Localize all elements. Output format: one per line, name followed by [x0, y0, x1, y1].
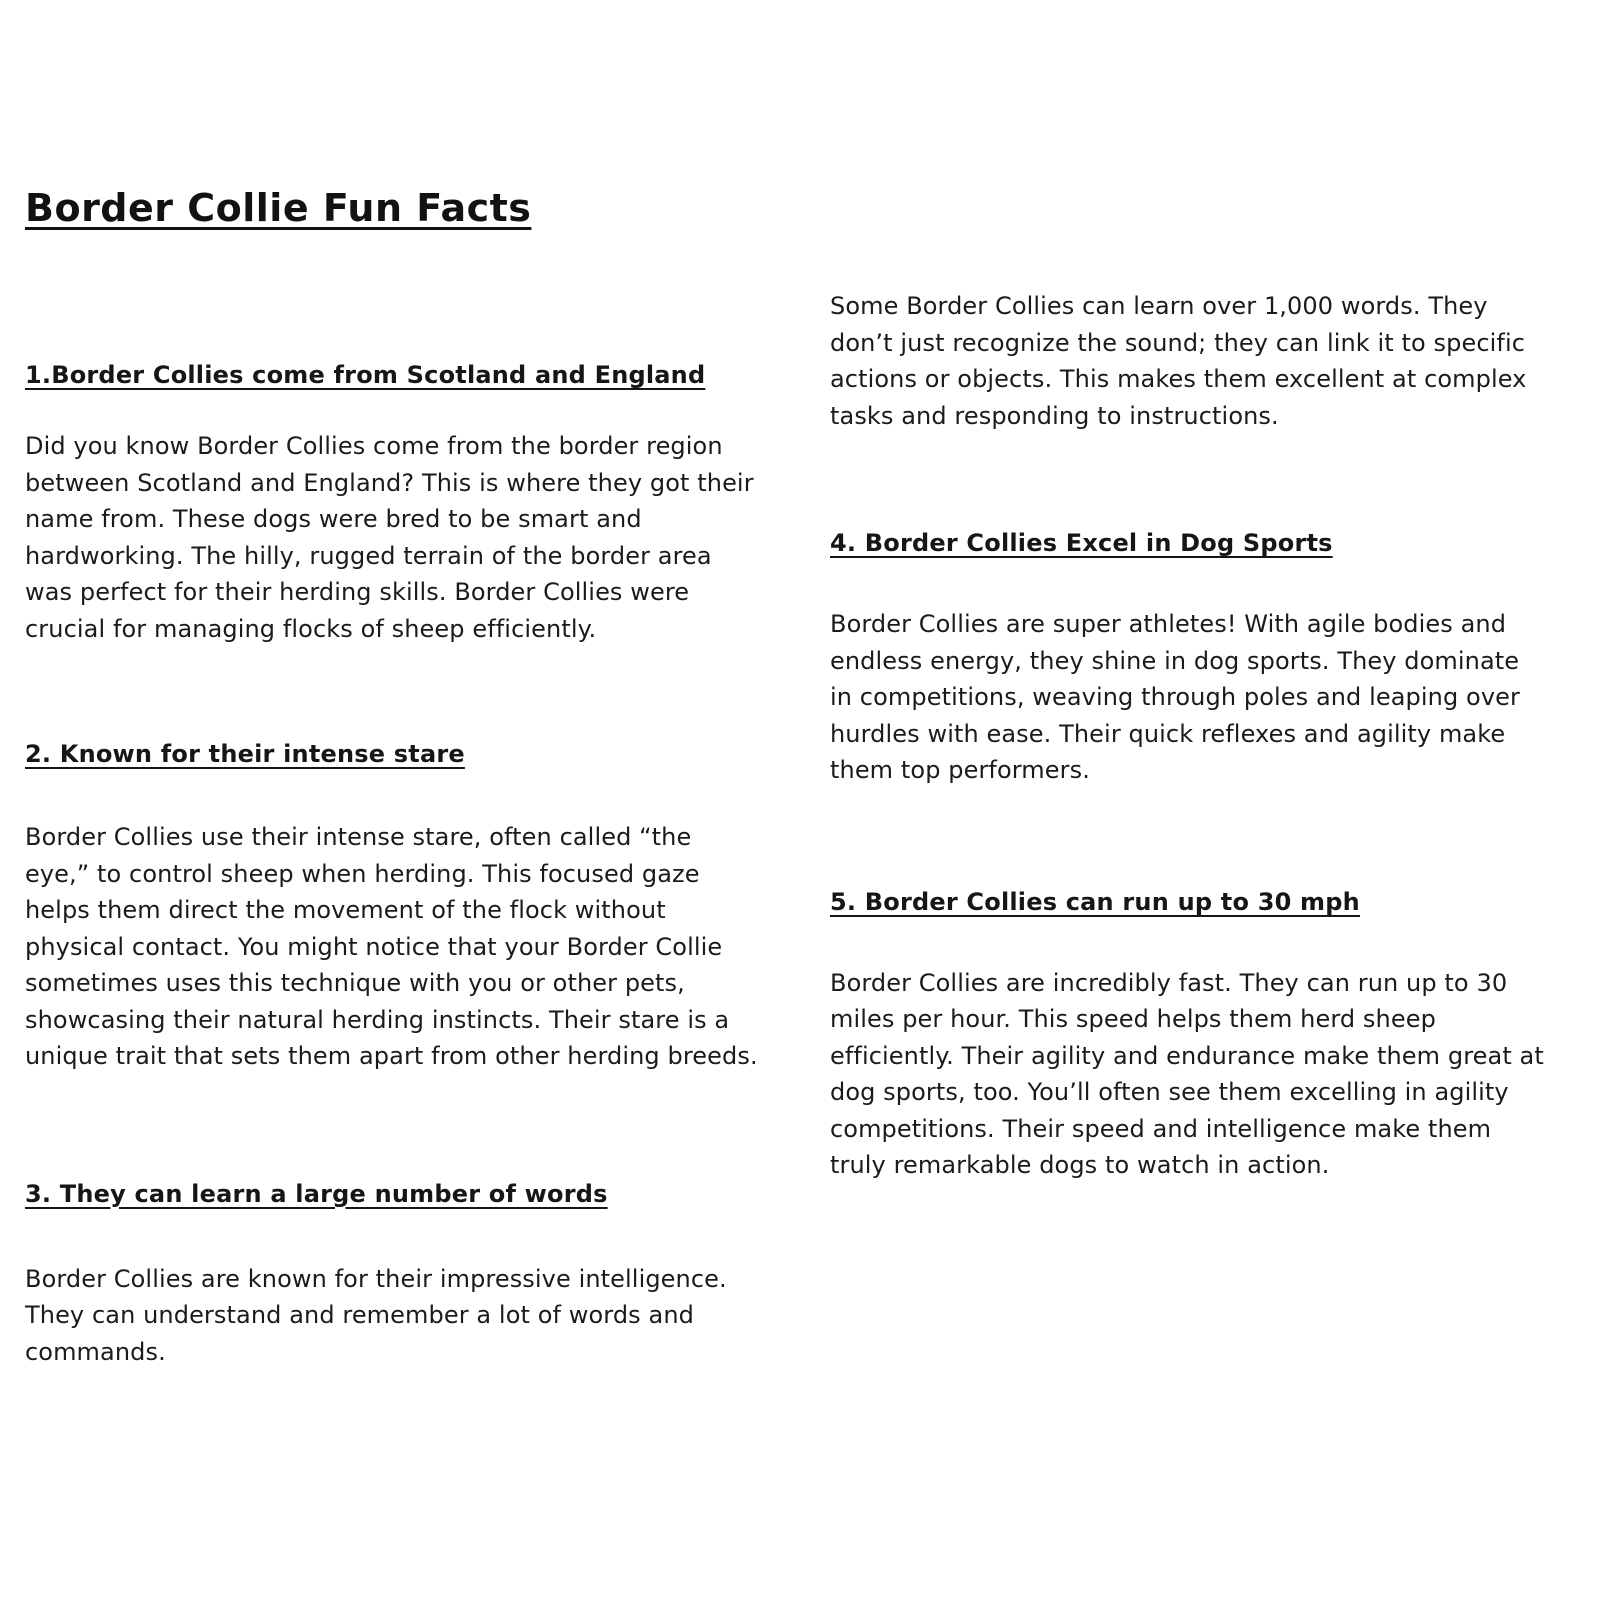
section-heading-2: 2. Known for their intense stare — [25, 740, 465, 768]
section-heading-3: 3. They can learn a large number of words — [25, 1179, 608, 1208]
section-paragraph-3: Border Collies are known for their impressive intelligence. They can understand and remember a lot of words and commands. — [25, 1264, 727, 1366]
section-paragraph-4: Border Collies are super athletes! With agile bodies and endless energy, they shine in dog sports. They dominate in competitions, weaving through poles and leaping over hurdles with ease. Their quick reflexes and agility make them top performers. — [830, 610, 1520, 784]
section-heading-1: 1.Border Collies come from Scotland and England — [25, 361, 706, 389]
left-column — [25, 352, 763, 1370]
section-heading-4: 4. Border Collies Excel in Dog Sports — [830, 529, 1333, 557]
page-title: Border Collie Fun Facts — [25, 186, 532, 230]
right-column — [830, 288, 1546, 1184]
section-paragraph-1: Did you know Border Collies come from the border region between Scotland and England? This is where they got their name from. These dogs were bred to be smart and hardworking. The hilly, rugged terrain of the border area was perfect for their herding skills. Border Collies were crucial for managing flocks of sheep efficiently. — [25, 432, 754, 643]
section-heading-5: 5. Border Collies can run up to 30 mph — [830, 887, 1360, 916]
section-paragraph-2: Border Collies use their intense stare, often called “the eye,” to control sheep when herding. This focused gaze helps them direct the movement of the flock without physical contact. You might notice that your Border Collie sometimes uses this technique with you or other pets, showcasing their natural herding instincts. Their stare is a unique trait that sets them apart from other herding breeds. — [25, 823, 758, 1070]
section-paragraph-5: Border Collies are incredibly fast. They can run up to 30 miles per hour. This speed helps them herd sheep efficiently. Their agility and endurance make them great at dog sports, too. You’ll often see them excelling in agility competitions. Their speed and intelligence make them truly remarkable dogs to watch in action. — [830, 968, 1544, 1179]
section-paragraph-3-continued: Some Border Collies can learn over 1,000 words. They don’t just recognize the sound; they can link it to specific actions or objects. This makes them excellent at complex tasks and responding to instructions. — [830, 292, 1527, 430]
